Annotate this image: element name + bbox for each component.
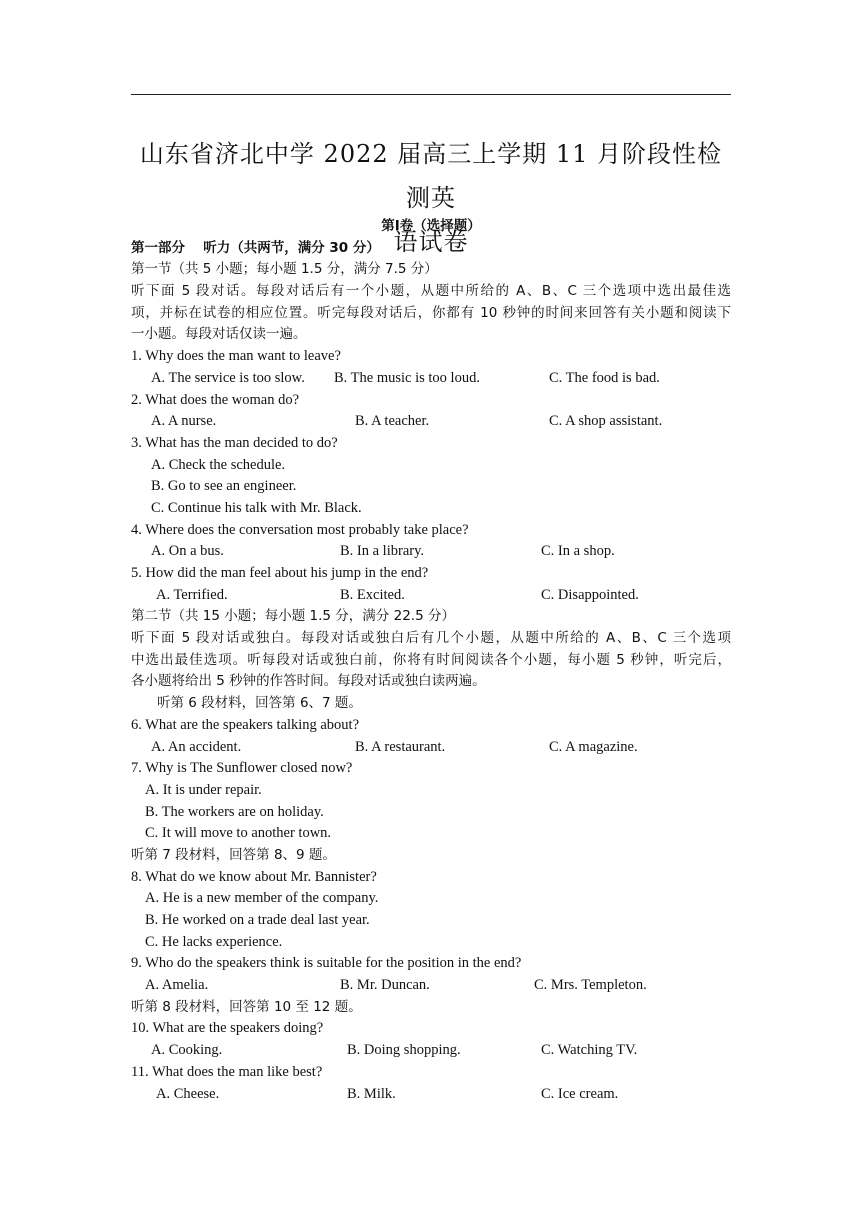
option-a: A. An accident.	[151, 738, 242, 755]
question-options	[131, 476, 731, 498]
option-c: C. It will move to another town.	[145, 825, 332, 842]
question-options	[131, 802, 731, 824]
question-stem: 3. What has the man decided to do?	[131, 434, 338, 451]
material-note: 听第 8 段材料，回答第 10 至 12 题。	[131, 998, 362, 1015]
option-b: B. Doing shopping.	[347, 1042, 461, 1059]
question-options	[131, 541, 731, 563]
exam-content	[131, 216, 731, 1105]
question-options	[131, 975, 731, 997]
question-stem: 11. What does the man like best?	[131, 1063, 323, 1080]
question-stem: 10. What are the speakers doing?	[131, 1020, 324, 1037]
title-line-2: 语试卷	[393, 228, 469, 256]
option-c: C. A shop assistant.	[549, 413, 663, 430]
question-options	[131, 780, 731, 802]
material-note: 听第 7 段材料，回答第 8、9 题。	[131, 846, 336, 863]
option-c: C. Continue his talk with Mr. Black.	[151, 499, 362, 516]
option-a: A. Check the schedule.	[151, 456, 286, 473]
header-rule	[131, 94, 731, 95]
option-b: B. The workers are on holiday.	[145, 803, 324, 820]
question-options	[131, 1040, 731, 1062]
section2-instruction-line: 各小题将给出 5 秒钟的作答时间。每段对话或独白读两遍。	[131, 673, 486, 690]
question-options	[131, 368, 731, 390]
option-b: B. Excited.	[340, 586, 405, 603]
option-a: A. Cooking.	[151, 1042, 223, 1059]
question-options	[131, 411, 731, 433]
option-c: C. A magazine.	[549, 738, 638, 755]
option-a: A. Cheese.	[156, 1085, 220, 1102]
question-options	[131, 585, 731, 607]
option-b: B. A restaurant.	[355, 738, 446, 755]
option-a: A. The service is too slow.	[151, 369, 305, 386]
option-b: B. He worked on a trade deal last year.	[145, 912, 370, 928]
question-options	[131, 498, 731, 520]
option-c: C. Disappointed.	[541, 586, 639, 603]
question-stem: 2. What does the woman do?	[131, 391, 300, 408]
question-stem: 6. What are the speakers talking about?	[131, 716, 360, 733]
option-c: C. Ice cream.	[541, 1085, 619, 1102]
option-a: A. On a bus.	[151, 543, 224, 560]
volume-heading: 第Ⅰ卷（选择题）	[381, 218, 481, 234]
question-options	[131, 737, 731, 759]
question-options	[131, 932, 731, 954]
question-stem: 1. Why does the man want to leave?	[131, 348, 341, 365]
option-c: C. In a shop.	[541, 543, 615, 560]
section1-instruction-line: 一小题。每段对话仅读一遍。	[131, 326, 307, 343]
question-options	[131, 910, 731, 932]
question-stem: 5. How did the man feel about his jump in the end?	[131, 565, 429, 581]
section2-instruction-line: 中选出最佳选项。听每段对话或独白前，你将有时间阅读各个小题，每小题 5 秒钟，听完后，	[131, 651, 731, 668]
question-stem: 9. Who do the speakers think is suitable for the position in the end?	[131, 955, 522, 972]
question-options	[131, 888, 731, 910]
question-options	[131, 455, 731, 477]
section1-heading: 第一节（共 5 小题；每小题 1.5 分，满分 7.5 分）	[131, 261, 438, 278]
section1-instruction-line: 项，并标在试卷的相应位置。听完每段对话后，你都有 10 秒钟的时间来回答有关小题和阅读下	[131, 304, 731, 321]
option-b: B. Milk.	[347, 1085, 396, 1102]
option-a: A. It is under repair.	[145, 781, 262, 798]
option-c: C. Watching TV.	[541, 1042, 638, 1059]
section2-heading: 第二节（共 15 小题；每小题 1.5 分，满分 22.5 分）	[131, 608, 455, 625]
material-note: 听第 6 段材料，回答第 6、7 题。	[157, 695, 362, 712]
option-c: C. Mrs. Templeton.	[534, 977, 647, 994]
option-b: B. Mr. Duncan.	[340, 977, 430, 994]
title-line-1: 山东省济北中学 2022 届高三上学期 11 月阶段性检测英	[139, 140, 723, 212]
question-stem: 4. Where does the conversation most probably take place?	[131, 521, 469, 538]
option-a: A. Amelia.	[145, 977, 209, 994]
option-a: A. He is a new member of the company.	[145, 890, 379, 907]
option-b: B. A teacher.	[355, 413, 430, 430]
section1-instruction-line: 听下面 5 段对话。每段对话后有一个小题，从题中所给的 A、B、C 三个选项中选出最佳选	[131, 283, 731, 300]
option-c: C. He lacks experience.	[145, 933, 283, 950]
option-c: C. The food is bad.	[549, 369, 660, 386]
question-stem: 8. What do we know about Mr. Bannister?	[131, 868, 377, 885]
option-a: A. Terrified.	[156, 586, 228, 603]
question-options	[131, 823, 731, 845]
option-b: B. In a library.	[340, 543, 425, 560]
option-b: B. The music is too loud.	[334, 369, 480, 386]
option-a: A. A nurse.	[151, 413, 217, 430]
part1-heading: 第一部分 听力（共两节，满分 30 分）	[131, 239, 380, 256]
section2-instruction-line: 听下面 5 段对话或独白。每段对话或独白后有几个小题，从题中所给的 A、B、C 三个选项	[131, 630, 731, 647]
option-b: B. Go to see an engineer.	[151, 478, 297, 495]
question-stem: 7. Why is The Sunflower closed now?	[131, 760, 353, 777]
question-options	[131, 1084, 731, 1106]
